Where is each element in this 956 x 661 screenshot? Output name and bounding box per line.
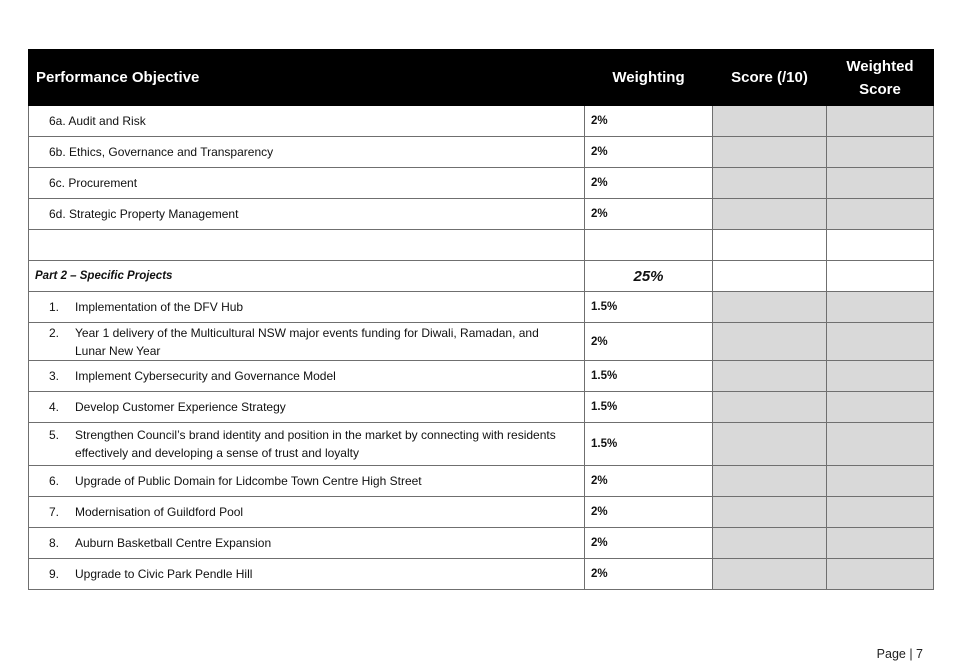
table-row bbox=[29, 528, 934, 559]
objective-label: 6c. Procurement bbox=[29, 168, 585, 199]
weighted-score-cell[interactable] bbox=[827, 423, 934, 466]
weighting-value: 2% bbox=[585, 323, 713, 361]
weighted-score-cell[interactable] bbox=[827, 559, 934, 590]
table-row bbox=[29, 466, 934, 497]
table-row bbox=[29, 168, 934, 199]
header-weighted-score-line1: Weighted bbox=[846, 57, 914, 75]
weighting-value: 1.5% bbox=[585, 423, 713, 466]
objective-label: Modernisation of Guildford Pool bbox=[75, 505, 244, 519]
weighted-score-cell[interactable] bbox=[827, 466, 934, 497]
header-weighting: Weighting bbox=[585, 50, 713, 106]
weighted-score-cell[interactable] bbox=[827, 199, 934, 230]
weighting-value: 2% bbox=[585, 137, 713, 168]
weighting-value: 1.5% bbox=[585, 392, 713, 423]
weighting-value: 2% bbox=[585, 106, 713, 137]
part2-score-cell bbox=[713, 261, 827, 292]
table-row bbox=[29, 323, 934, 361]
table-row bbox=[29, 106, 934, 137]
score-cell[interactable] bbox=[713, 323, 827, 361]
objective-label: Year 1 delivery of the Multicultural NSW major events funding for Diwali, Ramadan, and Lunar New Year bbox=[75, 325, 539, 358]
table-header-row bbox=[29, 50, 934, 106]
table-row bbox=[29, 392, 934, 423]
objective-label: Strengthen Council’s brand identity and position in the market by connecting with residents effectively and developing a sense of trust and loyalty bbox=[75, 428, 556, 460]
score-cell[interactable] bbox=[713, 361, 827, 392]
item-number: 4. bbox=[49, 400, 60, 414]
score-cell[interactable] bbox=[713, 466, 827, 497]
weighted-score-cell[interactable] bbox=[827, 292, 934, 323]
table-row bbox=[29, 199, 934, 230]
performance-objectives-table bbox=[28, 49, 934, 590]
part2-weighting: 25% bbox=[585, 261, 713, 292]
score-cell[interactable] bbox=[713, 168, 827, 199]
empty-cell bbox=[29, 230, 585, 261]
header-performance-objective: Performance Objective bbox=[29, 50, 585, 106]
objective-label: Develop Customer Experience Strategy bbox=[75, 400, 286, 414]
weighted-score-cell[interactable] bbox=[827, 392, 934, 423]
score-cell[interactable] bbox=[713, 392, 827, 423]
weighting-value: 2% bbox=[585, 559, 713, 590]
empty-cell bbox=[585, 230, 713, 261]
weighted-score-cell[interactable] bbox=[827, 528, 934, 559]
item-number: 6. bbox=[49, 474, 60, 488]
score-cell[interactable] bbox=[713, 559, 827, 590]
score-cell[interactable] bbox=[713, 106, 827, 137]
empty-cell bbox=[713, 230, 827, 261]
header-weighted-score-line2: Score bbox=[859, 80, 901, 98]
score-cell[interactable] bbox=[713, 497, 827, 528]
table-row bbox=[29, 497, 934, 528]
table-row bbox=[29, 137, 934, 168]
item-number: 2. bbox=[49, 325, 60, 340]
part2-weighted-score-cell bbox=[827, 261, 934, 292]
part2-header-row bbox=[29, 261, 934, 292]
item-number: 5. bbox=[49, 428, 60, 442]
weighted-score-cell[interactable] bbox=[827, 168, 934, 199]
objective-label: Implement Cybersecurity and Governance Model bbox=[75, 369, 336, 383]
weighting-value: 2% bbox=[585, 199, 713, 230]
header-score: Score (/10) bbox=[713, 50, 827, 106]
item-number: 8. bbox=[49, 536, 60, 550]
weighting-value: 2% bbox=[585, 497, 713, 528]
objective-label: 6d. Strategic Property Management bbox=[29, 199, 585, 230]
item-number: 7. bbox=[49, 505, 60, 519]
objective-label: Upgrade of Public Domain for Lidcombe Town Centre High Street bbox=[75, 474, 422, 488]
empty-row bbox=[29, 230, 934, 261]
score-cell[interactable] bbox=[713, 423, 827, 466]
weighted-score-cell[interactable] bbox=[827, 137, 934, 168]
header-weighted-score bbox=[827, 50, 934, 106]
weighting-value: 2% bbox=[585, 528, 713, 559]
part2-title: Part 2 – Specific Projects bbox=[29, 261, 585, 292]
score-cell[interactable] bbox=[713, 292, 827, 323]
weighted-score-cell[interactable] bbox=[827, 497, 934, 528]
objective-label: Implementation of the DFV Hub bbox=[75, 300, 244, 314]
item-number: 1. bbox=[49, 300, 60, 314]
score-cell[interactable] bbox=[713, 137, 827, 168]
item-number: 3. bbox=[49, 369, 60, 383]
weighted-score-cell[interactable] bbox=[827, 323, 934, 361]
score-cell[interactable] bbox=[713, 199, 827, 230]
weighting-value: 1.5% bbox=[585, 361, 713, 392]
weighted-score-cell[interactable] bbox=[827, 361, 934, 392]
objective-label: 6b. Ethics, Governance and Transparency bbox=[29, 137, 585, 168]
objective-label: Upgrade to Civic Park Pendle Hill bbox=[75, 567, 253, 581]
item-number: 9. bbox=[49, 567, 60, 581]
weighted-score-cell[interactable] bbox=[827, 106, 934, 137]
table-row bbox=[29, 292, 934, 323]
weighting-value: 2% bbox=[585, 168, 713, 199]
weighting-value: 2% bbox=[585, 466, 713, 497]
empty-cell bbox=[827, 230, 934, 261]
page-number: Page | 7 bbox=[876, 647, 923, 661]
score-cell[interactable] bbox=[713, 528, 827, 559]
table-row bbox=[29, 361, 934, 392]
objective-label: 6a. Audit and Risk bbox=[29, 106, 585, 137]
table-row bbox=[29, 559, 934, 590]
objective-label: Auburn Basketball Centre Expansion bbox=[75, 536, 272, 550]
weighting-value: 1.5% bbox=[585, 292, 713, 323]
table-row bbox=[29, 423, 934, 466]
